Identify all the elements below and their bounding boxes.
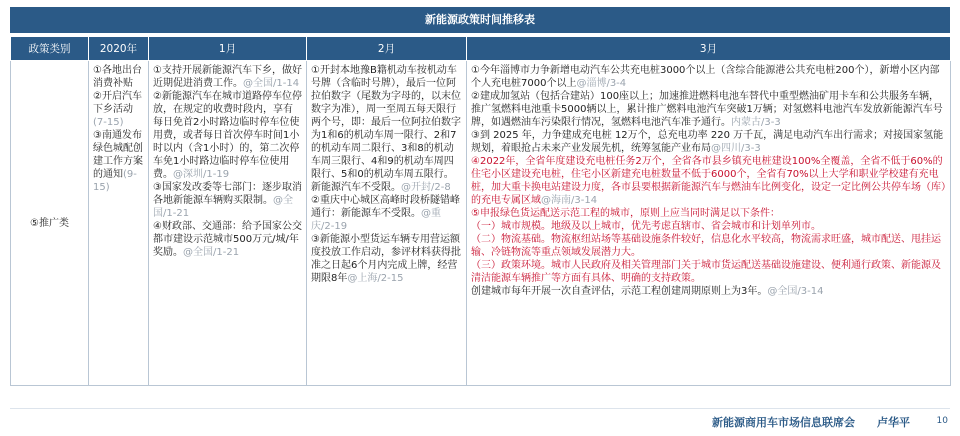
page-number: 10 <box>936 416 948 426</box>
item-source: @开封/2-8 <box>401 182 451 193</box>
list-item <box>93 64 144 90</box>
list-item <box>153 181 302 220</box>
list-item <box>471 155 946 207</box>
item-text: ④财政部、交通部：给予国家公交都市建设示范城市500万元/城/年奖励。 <box>153 221 302 258</box>
item-text: ③到 2025 年，力争建成充电桩 12万个，总充电功率 220 万千瓦，满足电动汽车出行需求；对接国家氢能规划，着眼抢占未来产业发展先机，统筹氢能产业布局 <box>471 130 944 154</box>
list-item <box>311 194 462 233</box>
cell-february <box>307 61 467 386</box>
item-source: (9-15) <box>93 169 137 193</box>
item-text: ②新能源汽车在城市道路停车位停放，在规定的收费时段内，享有每日免首2小时路边临时停车位使用费，或者每日首次停车时间1小时以内（含1小时）的，第二次停车免1小时路边临时停车位使用费。 <box>153 91 302 180</box>
list-january <box>153 64 302 259</box>
item-text: ⑤申报绿色货运配送示范工程的城市，原则上应当同时满足以下条件： <box>471 208 780 219</box>
header-category: 政策类别 <box>11 37 89 61</box>
item-text: （一）城市规模。地级及以上城市，优先考虑直辖市、省会城市和计划单列市。 <box>471 221 821 232</box>
item-source: @海南/3-14 <box>541 195 598 206</box>
header-january: 1月 <box>149 37 307 61</box>
item-text: ③国家发改委等七部门：逐步取消各地新能源车辆购买限制。 <box>153 182 302 206</box>
item-text: ①支持开展新能源汽车下乡，做好近期促进消费工作。 <box>153 65 302 89</box>
header-2020: 2020年 <box>89 37 149 61</box>
item-text: ①今年淄博市力争新增电动汽车公共充电桩3000个以上（含综合能源港公共充电桩200个），新增小区内部个人充电桩7000个以上 <box>471 65 940 89</box>
footer-divider <box>10 408 950 409</box>
item-source: @全国/3-14 <box>767 286 824 297</box>
cell-march <box>467 61 951 386</box>
item-text: ②开启汽车下乡活动 <box>93 91 142 115</box>
header-march: 3月 <box>467 37 951 61</box>
item-text: ③新能源小型货运车辆专用营运额度投放工作启动，参评材料获得批准之日起6个月内完成上牌，经营期限8年 <box>311 234 461 284</box>
list-item <box>471 285 946 298</box>
header-february: 2月 <box>307 37 467 61</box>
item-source: @上海/2-15 <box>347 273 404 284</box>
list-item <box>471 220 946 233</box>
item-source: @全国/1-21 <box>183 247 240 258</box>
footer-org: 新能源商用车市场信息联席会 卢华平 <box>712 416 910 429</box>
list-item <box>153 220 302 259</box>
item-source: (7-15) <box>93 117 124 128</box>
item-source: @全国/1-21 <box>153 195 293 219</box>
item-text: （三）政策环境。城市人民政府及相关管理部门关于城市货运配送基础设施建设、便利通行政策、新能源及清洁能源车辆推广等方面有具体、明确的支持政策。 <box>471 260 941 284</box>
list-march <box>471 64 946 298</box>
list-item <box>471 233 946 259</box>
list-item <box>311 233 462 285</box>
item-text: ④2022年，全省年度建设充电桩任务2万个，全省各市县乡镇充电桩建设100%全覆盖，全省不低于60%的住宅小区建设充电桩，住宅小区新建充电桩数量不低于6000个，全省有70%以上大学和职业学校建有充电桩，加大重卡换电站建设力度，各市县要根据新能源汽车与燃油车比例变化，设定一定比例公共停车场（库）的充电专属区域 <box>471 156 946 206</box>
item-source: @淄博/3-4 <box>576 78 627 89</box>
table-title: 新能源政策时间推移表 <box>10 7 950 33</box>
category-cell: ⑤推广类 <box>11 61 89 386</box>
list-february <box>311 64 462 285</box>
item-source: @深圳/1-19 <box>173 169 230 180</box>
item-text: ②建成加氢站（包括合建站）100座以上；加速推进燃料电池车替代中重型燃油矿用卡车和公共服务车辆，推广氢燃料电池重卡5000辆以上，累计推广燃料电池汽车突破1万辆；对氢燃料电池汽车发放新能源汽车号牌，如遇燃油车污染限行情况，氢燃料电池汽车准予通行。 <box>471 91 943 128</box>
list-item <box>471 207 946 220</box>
list-item <box>471 259 946 285</box>
item-text: ①开封本地豫B籍机动车按机动车号牌（含临时号牌），最后一位阿拉伯数字（尾数为字母的，以末位数字为准），周一至周五每天限行两个号，即：最后一位阿拉伯数字为1和6的机动车周一限行、2和7的机动车周二限行、3和8的机动车周三限行、4和9的机动车周四限行、5和0的机动车周五限行。新能源汽车不受限。 <box>311 65 461 193</box>
item-text: ①各地出台消费补贴 <box>93 65 142 89</box>
list-item <box>153 64 302 90</box>
item-source: @四川/3-3 <box>711 143 761 154</box>
list-2020 <box>93 64 144 194</box>
list-item <box>93 129 144 194</box>
item-source: @全国/1-14 <box>243 78 300 89</box>
list-item <box>471 64 946 90</box>
cell-january <box>149 61 307 386</box>
list-item <box>471 90 946 129</box>
item-text: 创建城市每年开展一次自查评估，示范工程创建周期原则上为3年。 <box>471 286 768 297</box>
item-text: （二）物流基础。物流枢纽站场等基础设施条件较好，信息化水平较高，物流需求旺盛，城市配送、甩挂运输、冷链物流等重点领域发展潜力大。 <box>471 234 941 258</box>
item-source: @重庆/2-19 <box>311 208 441 232</box>
list-item <box>153 90 302 181</box>
table-row <box>11 61 951 386</box>
item-source: 内蒙古/3-3 <box>731 117 781 128</box>
item-text: ②重庆中心城区高峰时段桥隧错峰通行：新能源车不受限。 <box>311 195 460 219</box>
list-item <box>93 90 144 129</box>
cell-2020 <box>89 61 149 386</box>
list-item <box>311 64 462 194</box>
list-item <box>471 129 946 155</box>
item-text: ③南通发布绿色城配创建工作方案的通知 <box>93 130 143 180</box>
policy-timeline-table <box>10 36 951 386</box>
